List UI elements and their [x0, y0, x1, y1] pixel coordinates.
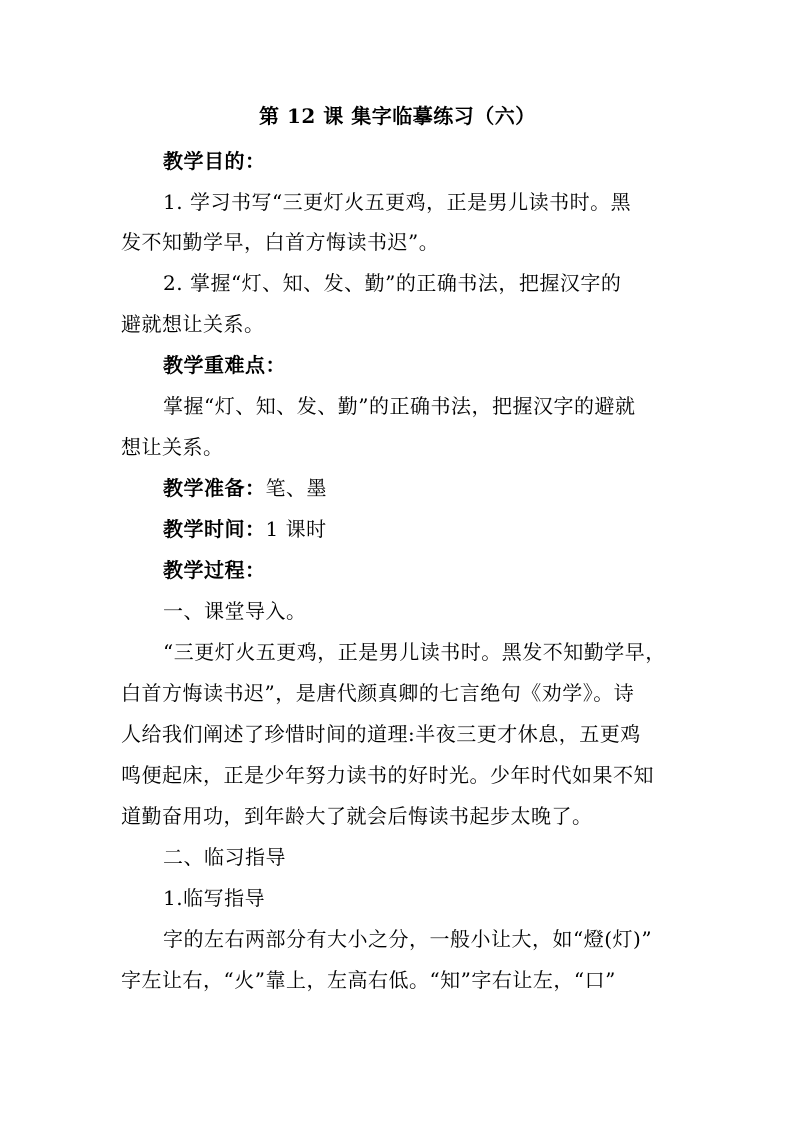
intro-line-5: 道勤奋用功，到年龄大了就会后悔读书起步太晚了。 — [121, 804, 593, 828]
section-2-heading: 二、临习指导 — [163, 845, 286, 869]
intro-line-2: 白首方悔读书迟”，是唐代颜真卿的七言绝句《劝学》。诗 — [121, 681, 635, 705]
preparation-label: 教学准备： — [163, 476, 266, 500]
subsection-1-heading: 1.临写指导 — [163, 886, 266, 910]
intro-line-4: 鸣便起床，正是少年努力读书的好时光。少年时代如果不知 — [121, 763, 654, 787]
time-label: 教学时间： — [163, 517, 266, 541]
guide-line-2: 字左让右，“火”靠上，左高右低。“知”字右让左，“口” — [121, 968, 616, 992]
objective-2-line-2: 避就想让关系。 — [121, 312, 265, 336]
objective-1-line-1: 1. 学习书写“三更灯火五更鸡，正是男儿读书时。黑 — [163, 190, 632, 214]
intro-line-1: “三更灯火五更鸡，正是男儿读书时。黑发不知勤学早， — [163, 640, 666, 664]
key-points-line-2: 想让关系。 — [121, 435, 224, 459]
key-points-line-1: 掌握“灯、知、发、勤”的正确书法，把握汉字的避就 — [163, 394, 636, 418]
time-value: 1 课时 — [265, 517, 327, 541]
preparation-row — [163, 476, 327, 500]
objective-1-line-2: 发不知勤学早，白首方悔读书迟”。 — [121, 230, 440, 254]
objectives-heading: 教学目的： — [163, 149, 266, 173]
objective-2-line-1: 2. 掌握“灯、知、发、勤”的正确书法，把握汉字的 — [163, 271, 622, 295]
key-points-heading: 教学重难点： — [163, 353, 286, 377]
lesson-title: 第 12 课 集字临摹练习（六） — [259, 104, 536, 128]
guide-line-1: 字的左右两部分有大小之分，一般小让大，如“燈(灯)” — [163, 927, 653, 951]
time-row — [163, 517, 327, 541]
section-1-heading: 一、课堂导入。 — [163, 599, 307, 623]
preparation-value: 笔、墨 — [265, 476, 327, 500]
process-heading: 教学过程： — [163, 558, 266, 582]
intro-line-3: 人给我们阐述了珍惜时间的道理:半夜三更才休息，五更鸡 — [121, 722, 641, 746]
